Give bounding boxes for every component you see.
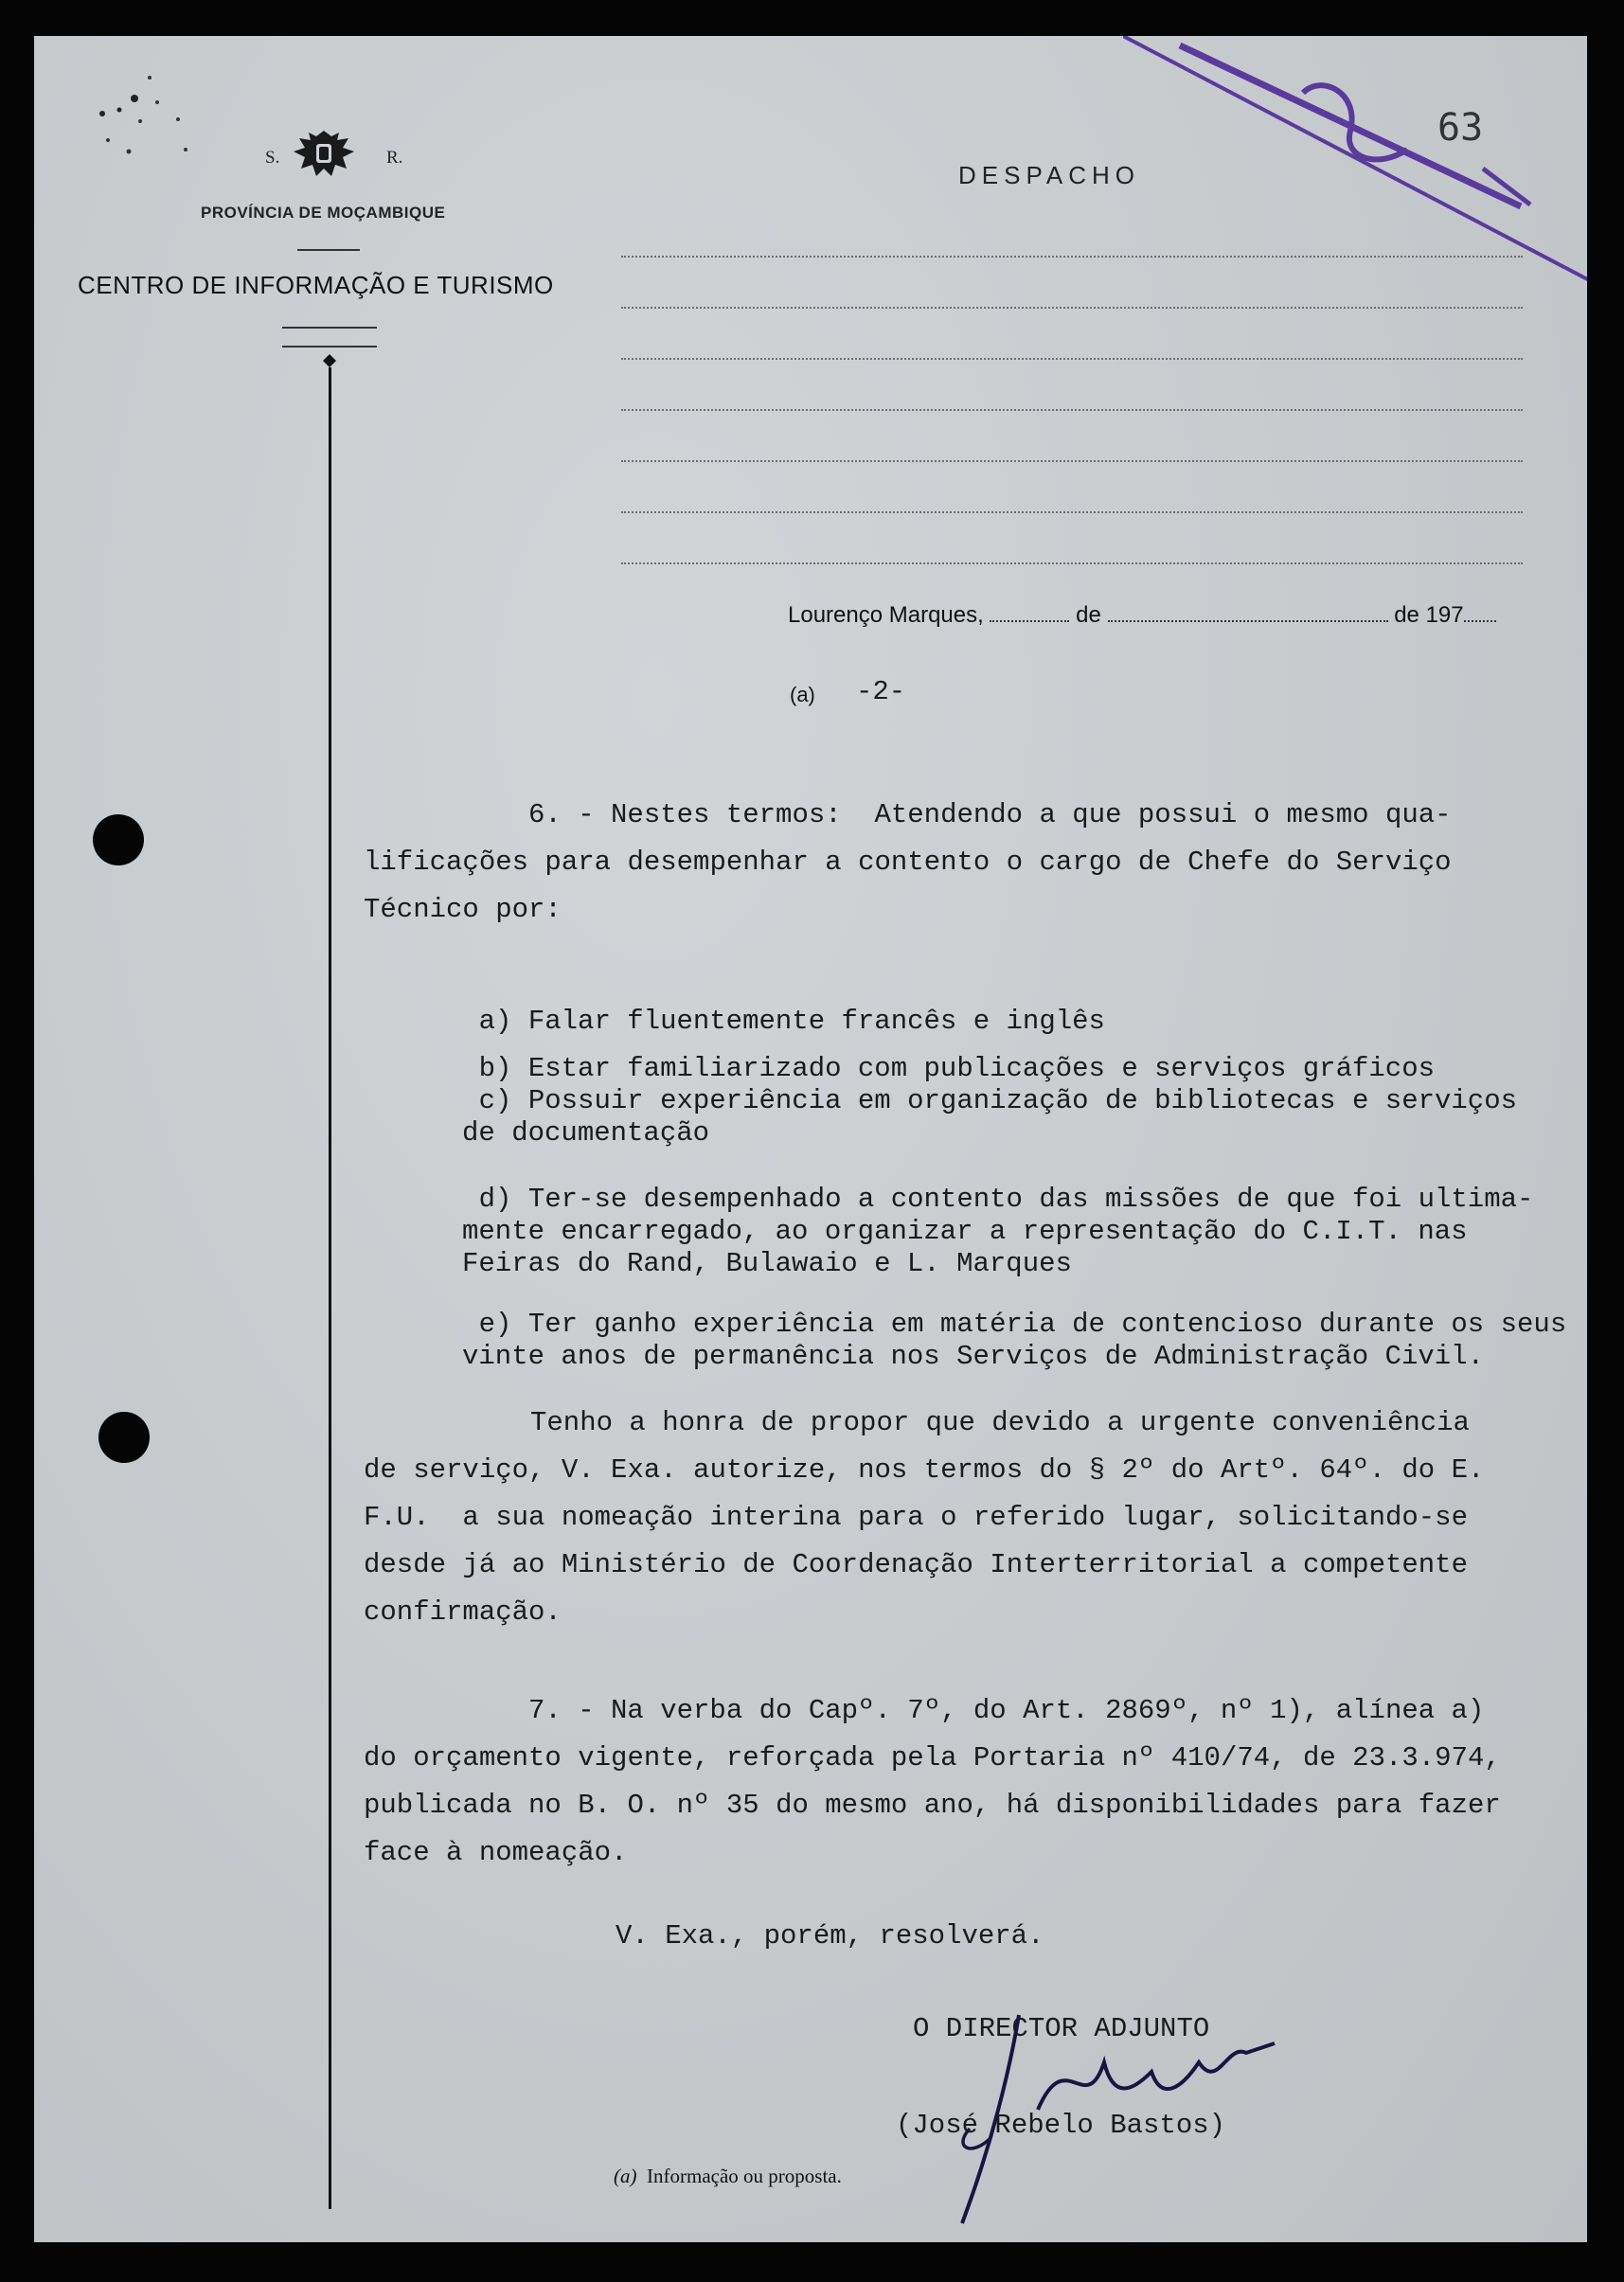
province-name: PROVÍNCIA DE MOÇAMBIQUE	[201, 204, 446, 222]
purple-ink-mark	[1123, 36, 1587, 292]
header-rule-lower-2	[282, 346, 377, 348]
para-6-line-2: lificações para desempenhar a contento o cargo de Chefe do Serviço	[364, 847, 1452, 878]
ink-specks	[91, 64, 205, 169]
item-text: Estar familiarizado com publicações e serviços gráficos	[527, 1053, 1435, 1084]
item-text: mente encarregado, ao organizar a representação do C.I.T. nas	[462, 1216, 1468, 1247]
header-rule-short	[297, 249, 360, 251]
proposal-line-2: de serviço, V. Exa. autorize, nos termos do § 2º do Artº. 64º. do E.	[364, 1454, 1485, 1486]
footnote-marker: (a)	[614, 2165, 637, 2187]
location-date-line	[788, 602, 1496, 629]
despacho-heading: DESPACHO	[958, 161, 1140, 189]
margin-vertical-rule	[329, 367, 331, 2209]
signatory-title: O DIRECTOR ADJUNTO	[913, 2013, 1210, 2044]
location-year: de 197	[1394, 602, 1464, 628]
para-7-line-4: face à nomeação.	[364, 1837, 628, 1868]
month-blank	[1108, 603, 1388, 622]
item-text: de documentação	[462, 1117, 710, 1149]
proposal-line-4: desde já ao Ministério de Coordenação Interterritorial a competente	[364, 1549, 1468, 1580]
proposal-line-1: Tenho a honra de propor que devido a urgente conveniência	[530, 1407, 1470, 1438]
despacho-line-1	[621, 256, 1523, 258]
header-rule-lower	[282, 327, 377, 329]
office-name: CENTRO DE INFORMAÇÃO E TURISMO	[78, 271, 554, 299]
despacho-line-7	[621, 562, 1523, 564]
ref-marker: (a)	[790, 683, 815, 706]
diamond-icon	[322, 353, 337, 368]
item-letter: b)	[478, 1053, 512, 1084]
coat-of-arms-icon	[290, 127, 358, 180]
para-7-line-3: publicada no B. O. nº 35 do mesmo ano, há disponibilidades para fazer	[364, 1790, 1501, 1821]
despacho-line-3	[621, 358, 1523, 360]
despacho-line-2	[621, 307, 1523, 309]
item-text: Falar fluentemente francês e inglês	[527, 1006, 1105, 1037]
footnote-text: Informação ou proposta.	[647, 2165, 842, 2187]
page-marker: -2-	[856, 676, 906, 707]
document-page	[34, 36, 1587, 2242]
item-text: Ter ganho experiência em matéria de contencioso durante os seus	[527, 1309, 1567, 1340]
para-6-line-1: 6. - Nestes termos: Atendendo a que possui o mesmo qua-	[528, 799, 1452, 830]
item-letter: e)	[478, 1309, 512, 1340]
item-e	[413, 1276, 1566, 1405]
day-blank	[990, 603, 1069, 622]
page-number: 63	[1437, 106, 1484, 150]
proposal-line-3: F.U. a sua nomeação interina para o referido lugar, solicitando-se	[364, 1502, 1468, 1533]
footnote	[614, 2165, 842, 2188]
item-text: vinte anos de permanência nos Serviços de Administração Civil.	[462, 1341, 1484, 1372]
punch-hole-top	[93, 814, 144, 865]
closing-line: V. Exa., porém, resolverá.	[616, 1920, 1044, 1952]
signatory-name: (José Rebelo Bastos)	[896, 2110, 1226, 2141]
header-s: S.	[265, 148, 280, 168]
despacho-line-6	[621, 511, 1523, 513]
location-place: Lourenço Marques,	[788, 602, 984, 628]
punch-hole-bottom	[98, 1412, 150, 1463]
item-text: Ter-se desempenhado a contento das missões de que foi ultima-	[527, 1184, 1534, 1215]
item-letter: a)	[478, 1006, 512, 1037]
despacho-line-4	[621, 409, 1523, 411]
para-6-line-3: Técnico por:	[364, 894, 562, 925]
despacho-line-5	[621, 460, 1523, 462]
proposal-line-5: confirmação.	[364, 1596, 562, 1628]
para-7-line-2: do orçamento vigente, reforçada pela Portaria nº 410/74, de 23.3.974,	[364, 1742, 1501, 1774]
location-de: de	[1076, 602, 1101, 628]
item-letter: d)	[478, 1184, 512, 1215]
item-text: Possuir experiência em organização de bibliotecas e serviços	[527, 1085, 1518, 1116]
header-r: R.	[386, 148, 403, 168]
item-text: Feiras do Rand, Bulawaio e L. Marques	[462, 1248, 1072, 1279]
item-letter: c)	[478, 1085, 512, 1116]
para-7-line-1: 7. - Na verba do Capº. 7º, do Art. 2869º, nº 1), alínea a)	[528, 1695, 1485, 1726]
year-blank	[1464, 603, 1496, 622]
